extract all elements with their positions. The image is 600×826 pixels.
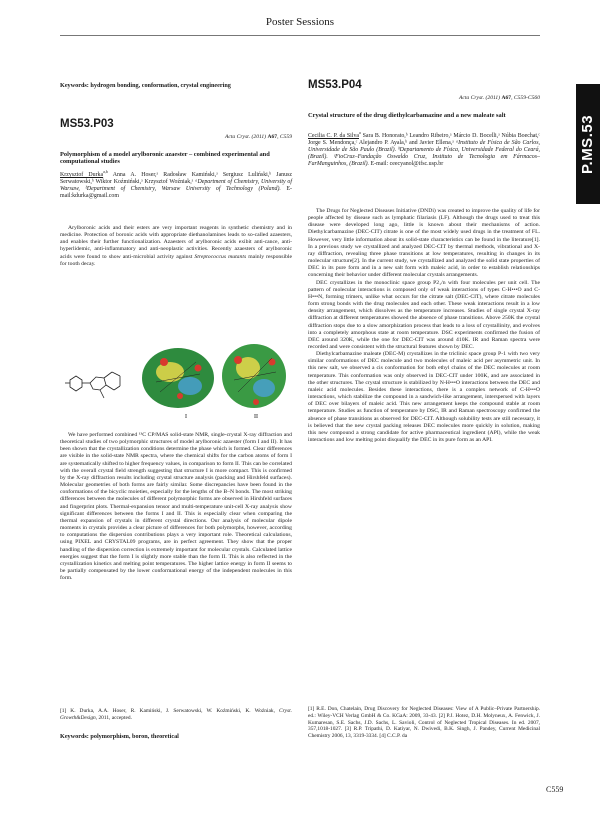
right-citation-pages: , C559-C560 (511, 95, 540, 101)
right-coauthors: Sara B. Honorato,ᵇ Leandro Ribeiro,ᵃ Márcio D. Bocelli,ᵃ Núbia Boechat,ᶜ Jorge S. Mendonça,ᶜ Alejandro P. Ayala,ᵇ and Javier Ellena,ᵃ (308, 132, 540, 146)
section-header: Poster Sessions (265, 16, 335, 28)
left-affiliations: ᵃDepartment of Chemistry, University of Warsaw, ᵇDepartment of Chemistry, Warsaw University of Technology (Poland). (60, 178, 292, 192)
figure-label-2: II (254, 414, 258, 420)
left-presenting-author: Krzysztof Durka (60, 171, 104, 178)
left-bottom-keywords: Keywords: polymorphism, boron, theoretical (60, 733, 179, 740)
left-email: E-mail:kdurka@gmail.com (60, 185, 292, 199)
right-affiliations: ᵃInstituto de Física de São Carlos, Universidade de São Paulo (Brazil). ᵇDepartamento de Física, Universidade Federal do Ceará, (Brazil). ᶜFioCruz–Fundação Oswaldo Cruz, Instituto de Tecnologia em Fármacos–FarManguinhos, (Brazil). (308, 139, 541, 167)
right-presenting-author-sup: a (359, 130, 361, 135)
right-p3-text: Diethylcarbamazine maleate (DEC-M) crystallizes in the triclinic space group P-1 with two very similar conformations of DEC molecule and two molecules of maleic acid per asymmetric unit. In this new salt, we observed a cis conformation for both ethyl chains of the DEC molecules at room temperature. This conformation was only observed in DEC-CIT under 100K, and are associated in the other structures. The crystal structure is stabilized by N-H•••O interactions between the DEC and maleic acid molecules. Besides these interactions, there is a complex network of C-H•••O interactions, which stabilize the compound in a sandwich-like arrangement, interspersed with layers of DEC over bilayers of maleic acid. This new arrangement keeps the compound stable at room temperature. Studies as function of temperature by DSC, IR and Raman spectroscopy confirmed the absence of phase transitions as observed for DEC-CIT. Although solubility tests are still necessary, it is believed that the new crystal packing releases DEC molecules more quickly in solution, making this new compound a strong candidate for active pharmaceutical ingredient (API), while the weak interactions and low melting point disqualify the DEC in its pure form as an API. (308, 351, 540, 443)
header-rule (60, 35, 540, 36)
molecule-figure (60, 332, 292, 420)
left-paragraph-1 (60, 225, 292, 268)
left-p1-text: Arylboronic acids and their esters are very important reagents in synthetic chemistry and in medicine. Protection of boronic acids with appropriate diethanolamines leads to so-called azaesters, and enables their further functionalization. Azaesters of arylboronic acids exibit anti-cance, anti-hyperlidemic, anti-inflammatory and anti-neoplastic activities. Recently azaesters of arylboronic acids were found to show anti-microbial activity against (60, 225, 292, 260)
left-abstract-code: MS53.P03 (60, 118, 114, 130)
right-references: [1] R.E. Don, Chatelain, Drug Discovery for Neglected Diseases: View of A Public–Private Partnership. ed.: Wiley-VCH Verlag GmbH & Co. KGaA: 2009, 33-43. [2] P.J. Hotez, D.H. Molyneux, A. Fenwick, J. Kumaresan, S.E. Sachs, J.D. Sachs, L. Savioli, Control of Neglected Tropical Diseases. In ed. 2007, 357,1018-1027. [3] R.P. Tripathi, D. Katiyar, N. Dwivedi, B.K. Singh, J. Pandey, Current Medicinal Chemistry 2006, 13, 3319-3334. [4] C.C.P. da (308, 706, 540, 740)
left-top-keywords: Keywords: hydrogen bonding, conformation, crystal engineering (60, 82, 231, 89)
left-p1-italic: Streptococcus mutants (194, 253, 247, 260)
surface-form-2 (222, 344, 286, 408)
left-citation (60, 134, 292, 140)
right-presenting-author: Cecilia C. P. da Silva (308, 132, 360, 139)
session-tab-label: P.MS.53 (579, 114, 597, 174)
left-p2-text: We have performed combined ¹³C CP/MAS solid-state NMR, single-crystal X-ray diffraction and theoretical studies of two polymorphic structures of model arylboronic azaester (form I and II). It has been shown that the crystallization conditions determine the phase which is formed. Clear differences are visible in the solid-state NMR spectra, where the chemical shifts for the carbon atoms of form I are systematically shifted to higher frequency values, in comparison to form II. This can be correlated with the overall crystal field strength suggesting that structure I is more compact. This is confirmed by the X-ray diffraction results including crystal structure analysis (packing and Hirshfeld surfaces). Molecular geometries of both forms are fairly similar. Some discrepancies have been found in the conformations of the bicyclic moieties, especially for the lengths of the B–N bonds. The most striking differences between the molecules of different polymorphic forms are observed in Hirshfeld surfaces and fingerprint plots. Thermal-expansion tensor and multi-temperature unit-cell X-ray analysis show significant differences between the forms I and II. This is especially clear when comparing the thermal expansion of crystals in different crystal directions. Our analysis of molecular dipole moments in crystals provides a clear picture of differences for both polymorphs, however, according to computations the dispersion contributions plays a very important role. Theoretical calculations, using PIXEL and CRYSTAL09 programs, are in perfect agreement. They show that the proper handling of the dispersion correction is extremely important for molecular crystals. Calculated lattice energies suggest that the form I is slightly more stable than the form II. This is also reflected in the crystallization kinetics and melting point temperatures. The higher lattice energy in form II seems to be partially compensated by the lower conformational energy of the independent molecules in this form. (60, 432, 292, 582)
right-citation-volume: A67 (501, 95, 512, 101)
left-citation-journal: Acta Cryst. (224, 134, 251, 140)
figure-label-1: I (185, 414, 187, 420)
left-ref-end: , 2011, accepted. (95, 714, 132, 721)
left-citation-volume: A67 (267, 134, 278, 140)
right-email: E-mail: ceecyanol@ifsc.usp.br (370, 160, 444, 167)
left-coauthors: Anna A. Hoser,ᵃ Radosław Kamiński,ᵃ Sergiusz Luliński,ᵇ Janusz Serwatowski,ᵇ Wiktor Koźmiński,ᵃ Krzysztof Woźniak,ᵃ (60, 171, 292, 185)
right-p1-text: The Drugs for Neglected Diseases Initiative (DNDi) was created to improve the quality of life for people affected by disease such as lymphatic filariasis (LF). Although the drugs used to treat this disease were developed long ago, little is known about their mechanisms of action. Diethylcarbamazine (DEC-CIT) citrate is one of the most widely used drugs in the treatment of FL. However, very little information about its solid-state characteristics can be found in the literature[1]. In a previous study we crystallized and analyzed DEC-CIT by thermal methods, vibrational and X-ray diffraction, revealing three phase transitions at low temperatures, resulting in changes in its molecular structure[2]. In the current study, we crystallized and analyzed the solid state properties of DEC in its pure form and in a new salt form with maleic acid, in order to establish relationships concerning their behavior under different molecular crystals arrangements. (308, 208, 540, 279)
session-tab (576, 84, 600, 204)
left-presenting-author-sup: a,b (103, 169, 108, 174)
right-authors (308, 129, 540, 168)
right-abstract-title: Crystal structure of the drug diethylcarbamazine and a new maleate salt (308, 112, 506, 119)
left-abstract-title: Polymorphism of a model arylboronic azaester – combined experimental and computational studies (60, 151, 270, 166)
left-reference (60, 708, 292, 722)
right-p2-text: DEC crystallizes in the monoclinic space group P2₁/n with four molecules per unit cell. The pattern of molecular interactions is composed only of weak interactions of types C-H•••O and C-H•••N, forming trimers, unlike what occurs for the citrate salt (DEC-CIT), where citrate molecules form strong bonds with the drug molecules and each other. These weak interactions result in a low density arrangement, which dissolves as the temperature increases. Studies of single crystal X-ray diffraction at different temperatures showed the absence of phase transitions. Above 250K the crystal diffraction stops due to a slow amorphization process that leads to a loss of crystallinity, and evolves into a completely amorphous state at room temperature. DSC experiments confirmed the fusion of DEC around 320K, while the one for DEC-CIT was around 410K. IR and Raman spectra were recorded and were consistent with the structural features shown by DEC. (308, 279, 540, 350)
left-p1-end: mainly responsible for tooth decay. (60, 253, 293, 267)
left-paragraph-2 (60, 432, 292, 582)
left-citation-pages: , C559 (277, 134, 292, 140)
molecule-diagram (65, 372, 120, 398)
right-citation-journal: Acta Cryst. (458, 95, 485, 101)
right-abstract-code: MS53.P04 (308, 79, 362, 91)
right-citation-year: (2011) (485, 95, 501, 101)
left-authors (60, 168, 292, 200)
right-body (308, 208, 540, 444)
left-ref-text: [1] K. Durka, A.A. Hoser, R. Kamiński, J. Serwatowski, W. Koźmiński, K. Woźniak, (60, 708, 275, 714)
surface-form-1 (142, 348, 214, 408)
left-citation-year: (2011) (251, 134, 267, 140)
page-number: C559 (546, 785, 564, 794)
right-citation (308, 95, 540, 101)
left-ref-journal: Cryst. Growth&Design (60, 708, 292, 721)
